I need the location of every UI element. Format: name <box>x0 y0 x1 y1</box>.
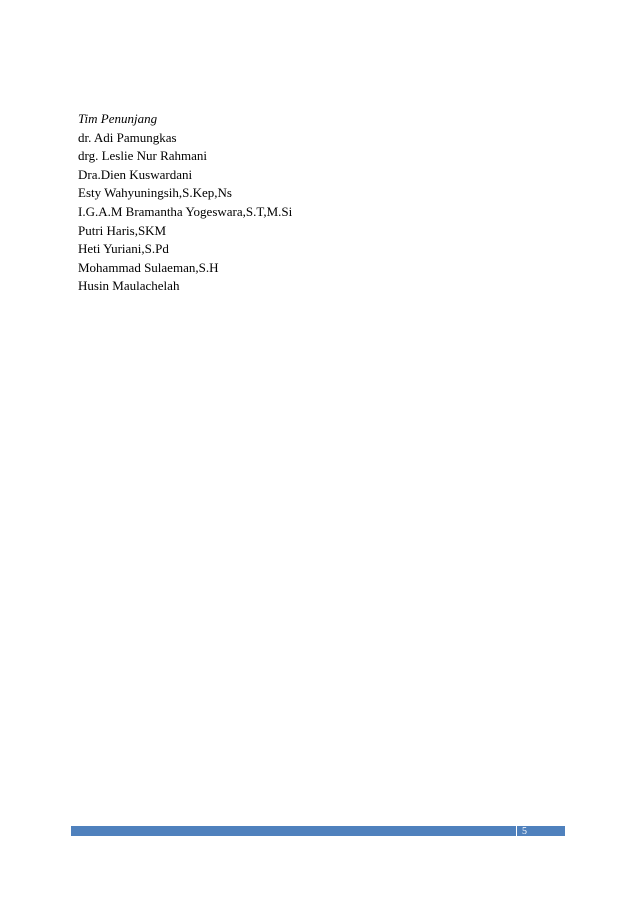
member-item: Putri Haris,SKM <box>78 222 167 238</box>
member-item: Dra.Dien Kuswardani <box>78 166 193 182</box>
team-section <box>78 110 558 296</box>
member-list <box>78 129 558 296</box>
footer-bar <box>71 826 516 836</box>
member-item: Heti Yuriani,S.Pd <box>78 241 169 257</box>
page-number: 5 <box>522 826 527 837</box>
page-footer <box>71 826 565 836</box>
member-item: I.G.A.M Bramantha Yogeswara,S.T,M.Si <box>78 203 293 219</box>
section-heading: Tim Penunjang <box>78 111 158 126</box>
member-item: Esty Wahyuningsih,S.Kep,Ns <box>78 185 232 201</box>
member-item: Mohammad Sulaeman,S.H <box>78 259 219 275</box>
member-item: dr. Adi Pamungkas <box>78 129 177 145</box>
member-item: Husin Maulachelah <box>78 278 180 294</box>
member-item: drg. Leslie Nur Rahmani <box>78 148 208 164</box>
